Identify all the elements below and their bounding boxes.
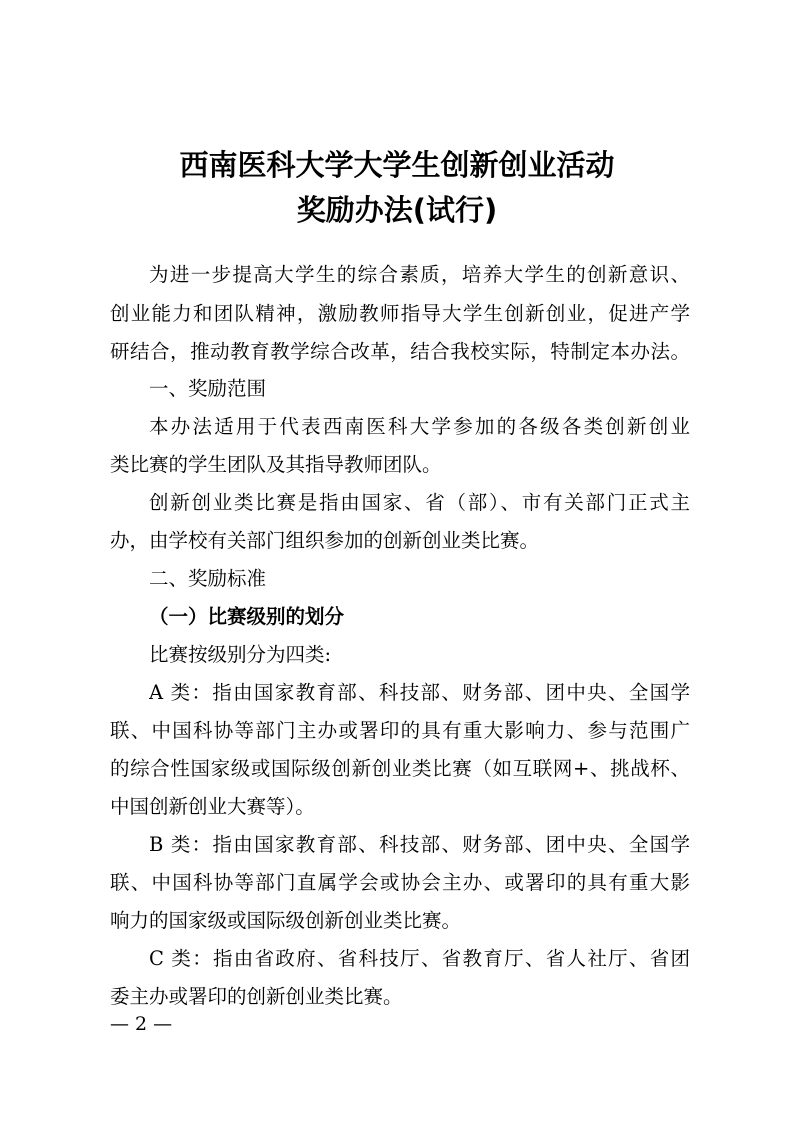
page-number: — 2 — xyxy=(110,1013,173,1035)
class-b-line-2: 联、中国科协等部门直属学会或协会主办、或署印的具有重大影 xyxy=(110,871,690,894)
section-1-para-2-line-1: 创新创业类比赛是指由国家、省（部）、市有关部门正式主 xyxy=(149,491,690,514)
section-1-para-2-line-2: 办，由学校有关部门组织参加的创新创业类比赛。 xyxy=(110,529,540,552)
class-c-line-1: C 类：指由省政府、省科技厅、省教育厅、省人社厅、省团 xyxy=(149,947,690,970)
section-2-lead: 比赛按级别分为四类: xyxy=(149,643,332,666)
intro-line-3: 研结合，推动教育教学综合改革，结合我校实际，特制定本办法。 xyxy=(110,340,690,363)
class-b-line-3: 响力的国家级或国际级创新创业类比赛。 xyxy=(110,909,462,932)
section-1-para-1-line-1: 本办法适用于代表西南医科大学参加的各级各类创新创业 xyxy=(149,415,690,438)
intro-line-2: 创业能力和团队精神，激励教师指导大学生创新创业，促进产学 xyxy=(110,302,690,325)
class-c-line-2: 委主办或署印的创新创业类比赛。 xyxy=(110,985,403,1008)
class-a-line-4: 中国创新创业大赛等）。 xyxy=(110,795,315,818)
class-a-line-3: 的综合性国家级或国际级创新创业类比赛（如互联网+、挑战杯、 xyxy=(110,757,690,780)
section-2-subheading: （一）比赛级别的划分 xyxy=(149,605,345,628)
class-b-line-1: B 类：指由国家教育部、科技部、财务部、团中央、全国学 xyxy=(149,833,690,856)
section-2-heading: 二、奖励标准 xyxy=(149,567,267,590)
document-title-line-1: 西南医科大学大学生创新创业活动 xyxy=(179,148,615,182)
document-title-line-2: 奖励办法(试行) xyxy=(296,193,498,227)
section-1-para-1-line-2: 类比赛的学生团队及其指导教师团队。 xyxy=(110,453,442,476)
section-1-heading: 一、奖励范围 xyxy=(149,377,267,400)
class-a-line-1: A 类：指由国家教育部、科技部、财务部、团中央、全国学 xyxy=(149,681,690,704)
intro-line-1: 为进一步提高大学生的综合素质，培养大学生的创新意识、 xyxy=(149,263,690,286)
class-a-line-2: 联、中国科协等部门主办或署印的具有重大影响力、参与范围广 xyxy=(110,719,690,742)
